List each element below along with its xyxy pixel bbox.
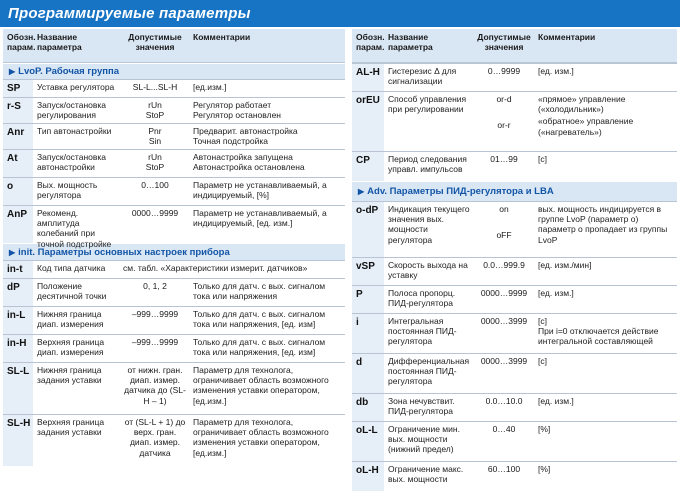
header-limits: Допустимые значения	[128, 32, 182, 53]
table-row: SP Уставка регулятора SL-L...SL-H [ед.изм.]	[3, 79, 345, 97]
table-row: SL-H Верхняя граница задания уставки от (SL-L + 1) до верх. гран. диап. измер. датчика Параметр для технолога, ограничивает область возможного изменения уставки оператором, [ед.изм.]	[3, 414, 345, 466]
triangle-icon: ▶	[9, 67, 16, 76]
table-row: o-dP Индикация текущего значения вых. мощности регулятора on oFF вых. мощность индицируется в группе LvoP (параметр o) параметр o пропадает из группы LvoP	[352, 201, 677, 257]
header-name: Название параметра	[37, 32, 82, 53]
table-row: At Запуск/остановка автонастройки rUn StoP Автонастройка запущена Автонастройка остановлена	[3, 149, 345, 177]
table-row: i Интегральная постоянная ПИД-регулятора 0000…3999 [с] При i=0 отключается действие интегральной составляющей	[352, 313, 677, 353]
header-name: Название параметра	[388, 32, 433, 53]
group-header-init: ▶ init. Параметры основных настроек прибора	[3, 243, 345, 260]
table-row: r-S Запуск/остановка регулирования rUn StoP Регулятор работает Регулятор остановлен	[3, 97, 345, 123]
group-header-adv: ▶ Adv. Параметры ПИД-регулятора и LBA	[352, 181, 677, 201]
table-row: in-L Нижняя граница диап. измерения –999…9999 Только для датч. с вых. сигналом тока или напряжения, [ед. изм]	[3, 306, 345, 334]
left-table	[3, 29, 345, 466]
header-comments: Комментарии	[193, 32, 251, 42]
table-row: in-H Верхняя граница диап. измерения –999…9999 Только для датч. с вых. сигналом тока или напряжения, [ед. изм]	[3, 334, 345, 362]
table-row: orEU Способ управления при регулировании or-d or-r «прямое» управление («холодильник») «обратное» управление («нагреватель»)	[352, 91, 677, 151]
header-limits: Допустимые значения	[477, 32, 531, 53]
title-banner	[0, 0, 680, 27]
group-header-lvop: ▶ LvoP. Рабочая группа	[3, 63, 345, 79]
table-row: d Дифференциальная постоянная ПИД-регулятора 0000…3999 [с]	[352, 353, 677, 393]
header-symbol: Обозн. парам.	[356, 32, 385, 53]
triangle-icon: ▶	[9, 247, 16, 257]
table-row: o Вых. мощность регулятора 0…100 Параметр не устанавливаемый, а индицируемый, [%]	[3, 177, 345, 205]
table-row: CP Период следования управл. импульсов 01…99 [с]	[352, 151, 677, 181]
table-row: AnP Рекоменд. амплитуда колебаний при точной подстройке 0000…9999 Параметр не устанавливаемый, а индицируемый, [ед. изм.]	[3, 205, 345, 243]
table-row: in-t Код типа датчика см. табл. «Характеристики измерит. датчиков»	[3, 260, 345, 278]
table-header	[352, 29, 677, 63]
table-row: db Зона нечувствит. ПИД-регулятора 0.0…10.0 [ед. изм.]	[352, 393, 677, 421]
header-comments: Комментарии	[538, 32, 596, 42]
table-row: P Полоса пропорц. ПИД-регулятора 0000…9999 [ед. изм.]	[352, 285, 677, 313]
triangle-icon: ▶	[358, 187, 365, 196]
table-row: Anr Тип автонастройки Pnr Sin Предварит. автонастройка Точная подстройка	[3, 123, 345, 149]
page-title: Программируемые параметры	[8, 5, 251, 22]
table-row: AL-H Гистерезис Δ для сигнализации 0…9999 [ед. изм.]	[352, 63, 677, 91]
table-row: vSP Скорость выхода на уставку 0.0…999.9 [ед. изм./мин]	[352, 257, 677, 285]
table-row: SL-L Нижняя граница задания уставки от нижн. гран. диап. измер. датчика до (SL-H – 1) Параметр для технолога, ограничивает область возможного изменения уставки оператором, [ед.изм.]	[3, 362, 345, 414]
right-table	[352, 29, 677, 491]
table-row: oL-L Ограничение мин. вых. мощности (нижний предел) 0…40 [%]	[352, 421, 677, 461]
table-row: oL-H Ограничение макс. вых. мощности 60…100 [%]	[352, 461, 677, 491]
table-header	[3, 29, 345, 63]
table-row: dP Положение десятичной точки 0, 1, 2 Только для датч. с вых. сигналом тока или напряжения	[3, 278, 345, 306]
header-symbol: Обозн. парам.	[7, 32, 36, 53]
